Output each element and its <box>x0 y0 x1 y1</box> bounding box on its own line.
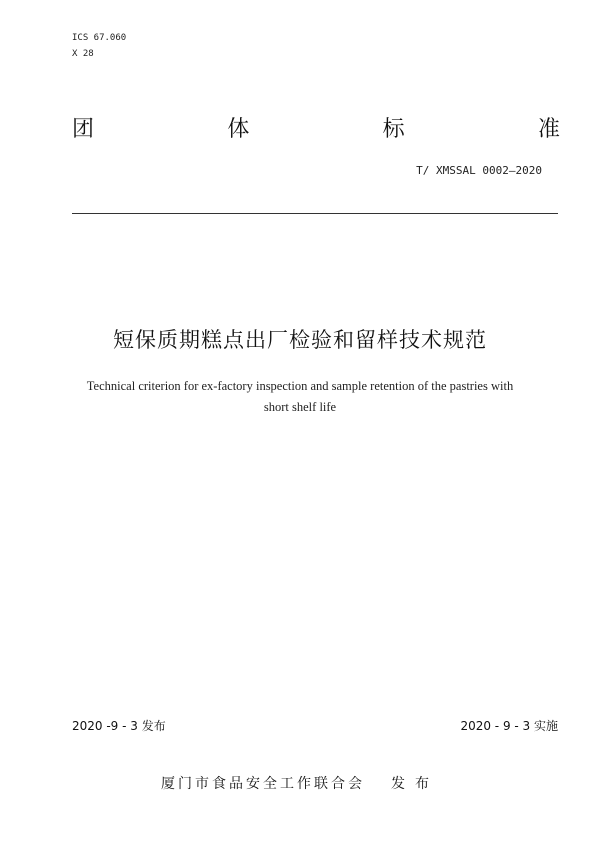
ccs-code: X 28 <box>72 49 94 59</box>
classification-codes <box>72 30 126 62</box>
standard-type-char: 准 <box>537 117 560 142</box>
english-title-line: Technical criterion for ex-factory inspection and sample retention of the pastries with <box>86 379 514 393</box>
document-title-english <box>50 376 550 418</box>
standard-type-char: 标 <box>382 117 405 142</box>
document-title-chinese: 短保质期糕点出厂检验和留样技术规范 <box>113 328 487 352</box>
implementation-date: 2020 - 9 - 3 实施 <box>460 719 558 733</box>
standard-number: T/ XMSSAL 0002—2020 <box>416 164 542 177</box>
ics-code: ICS 67.060 <box>72 33 127 43</box>
standard-type-char: 体 <box>227 117 250 142</box>
publisher-organization: 厦门市食品安全工作联合会 <box>161 776 365 792</box>
issue-date: 2020 -9 - 3 发布 <box>72 719 166 733</box>
publisher-line <box>0 774 600 794</box>
english-title-line: short shelf life <box>263 400 337 414</box>
standard-type-char: 团 <box>72 117 95 142</box>
header-divider <box>72 213 558 214</box>
standard-type-heading <box>72 116 560 144</box>
publisher-action: 发布 <box>391 776 439 792</box>
